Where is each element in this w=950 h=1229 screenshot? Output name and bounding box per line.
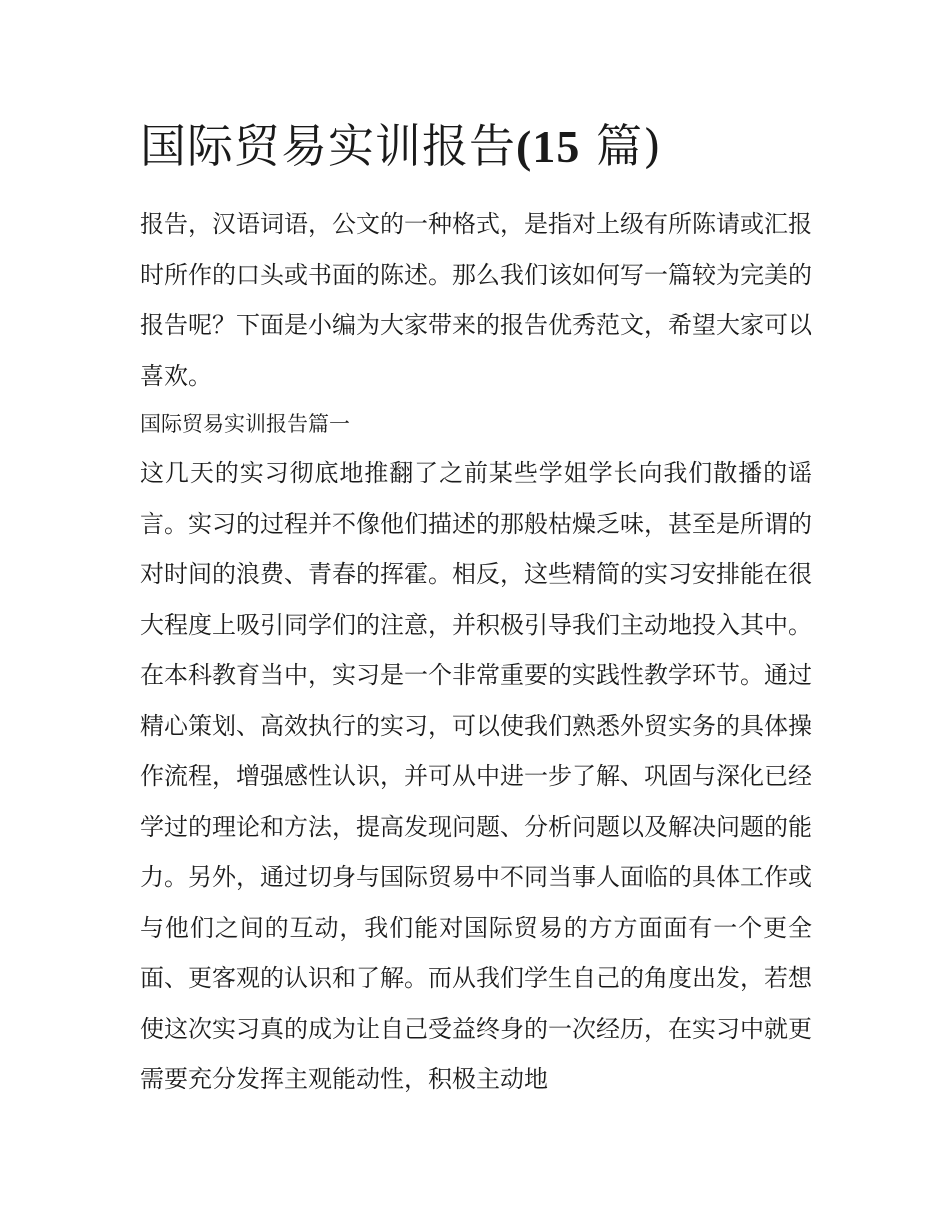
intro-paragraph: 报告，汉语词语，公文的一种格式，是指对上级有所陈请或汇报时所作的口头或书面的陈述。那么我们该如何写一篇较为完美的报告呢？下面是小编为大家带来的报告优秀范文，希望大家可以喜欢。 xyxy=(140,210,812,390)
section-body-paragraph: 这几天的实习彻底地推翻了之前某些学姐学长向我们散播的谣言。实习的过程并不像他们描述的那般枯燥乏味，甚至是所谓的对时间的浪费、青春的挥霍。相反，这些精简的实习安排能在很大程度上吸引同学们的注意，并积极引导我们主动地投入其中。在本科教育当中，实习是一个非常重要的实践性教学环节。通过精心策划、高效执行的实习，可以使我们熟悉外贸实务的具体操作流程，增强感性认识，并可从中进一步了解、巩固与深化已经学过的理论和方法，提高发现问题、分析问题以及解决问题的能力。另外，通过切身与国际贸易中不同当事人面临的具体工作或与他们之间的互动，我们能对国际贸易的方方面面有一个更全面、更客观的认识和了解。而从我们学生自己的角度出发，若想使这次实习真的成为让自己受益终身的一次经历，在实习中就更需要充分发挥主观能动性，积极主动地 xyxy=(140,459,812,1093)
title-main-text: 国际贸易实训报告 xyxy=(140,119,516,173)
title-suffix: 篇) xyxy=(580,119,662,173)
title-paren-open: ( xyxy=(516,121,533,172)
section-heading: 国际贸易实训报告篇一 xyxy=(140,412,350,436)
title-count: 15 xyxy=(532,121,581,172)
document-title xyxy=(140,112,812,181)
document-page xyxy=(140,112,812,1105)
